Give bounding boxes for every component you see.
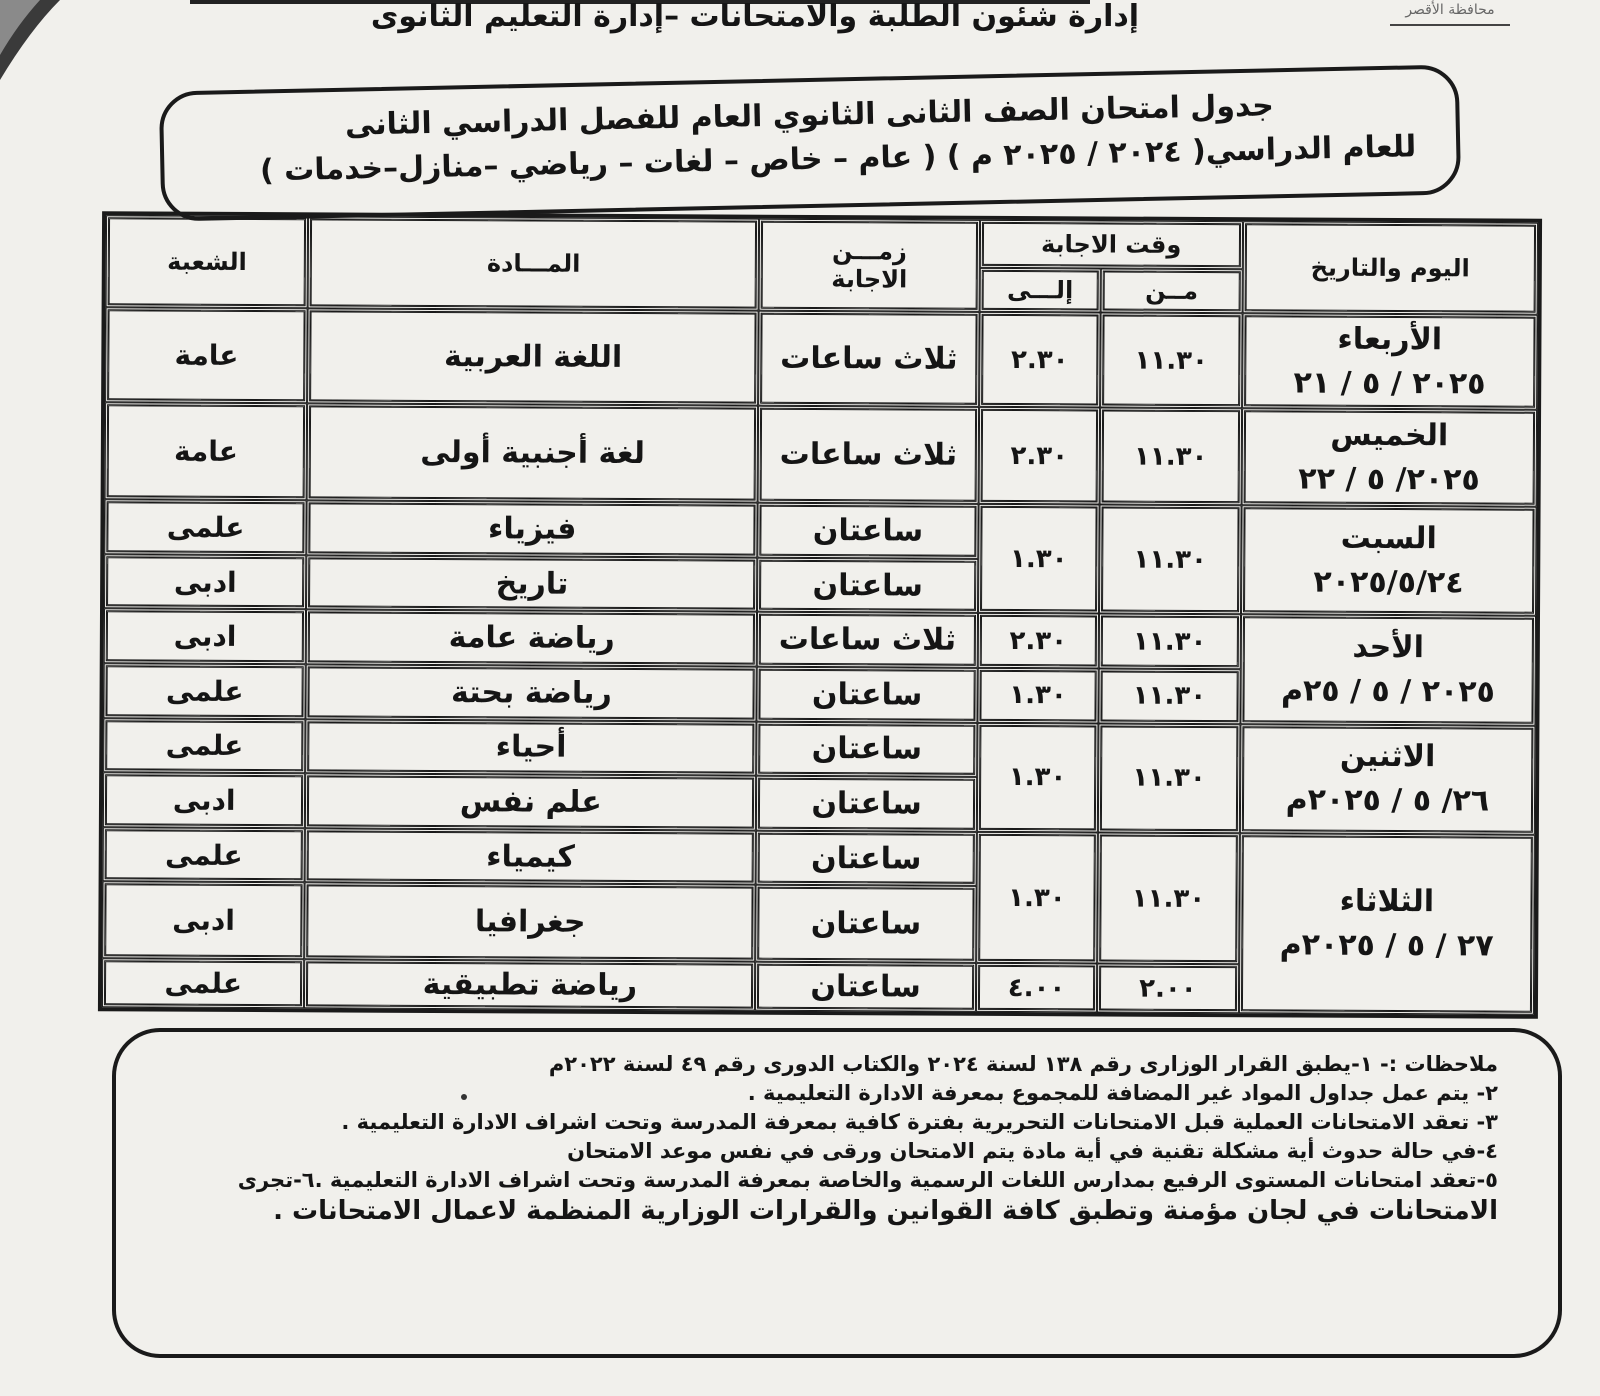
exam-date: ٢٧ / ٥ / ٢٠٢٥م [1279,927,1494,964]
time-to: ١.٣٠ [977,722,1099,832]
day-date-cell [1240,615,1536,726]
subject: اللغة العربية [307,308,759,405]
day-name: الخميس [1330,417,1449,453]
time-from: ١١.٣٠ [1099,668,1241,723]
note-3: ٣- تعقد الامتحانات العملية قبل الامتحانات التحريرية بفترة كافية بمعرفة المدرسة وتحت اشراف الادارة التعليمية . [341,1110,1498,1134]
subject: علم نفس [305,774,756,831]
branch: ادبى [102,882,305,960]
table-row [104,609,1536,671]
duration: ثلاث ساعات [757,612,978,668]
branch: ادبى [103,772,306,828]
duration: ساعتان [756,885,977,963]
duration: ثلاث ساعات [758,406,979,504]
header-to: إلـــى [979,268,1101,313]
subject: كيمياء [305,828,756,885]
day-date-cell [1241,505,1537,616]
exam-date: ٢٠٢٥/٥/٢٤ [1313,564,1464,601]
time-to: ٢.٣٠ [978,613,1100,668]
day-date-cell [1242,313,1538,410]
day-name: الاثنين [1339,738,1436,775]
note-6: الامتحانات في لجان مؤمنة وتطبق كافة القوانين والقرارات الوزارية المنظمة لاعمال الامتحانات . [273,1196,1498,1226]
table-row [104,499,1536,561]
subject: فيزياء [307,500,758,557]
day-date-cell [1240,724,1536,835]
exam-date: ٢٠٢٥ / ٥ / ٢١ [1293,365,1486,402]
duration: ساعتان [755,962,976,1012]
title-year-types: للعام الدراسي( ٢٠٢٤ / ٢٠٢٥ م ) ( عام – خاص – لغات – رياضي –منازل–خدمات ) [259,129,1417,189]
note-1: ملاحظات :- ١-يطبق القرار الوزارى رقم ١٣٨ لسنة ٢٠٢٤ والكتاب الدورى رقم ٤٩ لسنة ٢٠٢٢م [548,1052,1498,1076]
day-name: الثلاثاء [1339,883,1435,920]
day-date-cell [1241,408,1537,507]
department-header: إدارة شئون الطلبة والامتحانات –إدارة التعليم الثانوى [370,0,1140,34]
duration: ساعتان [756,776,977,832]
note-2: ٢- يتم عمل جداول المواد غير المضافة للمجموع بمعرفة الادارة التعليمية . [747,1081,1498,1105]
duration: ساعتان [758,503,979,559]
exam-date: ٢٠٢٥/ ٥ / ٢٢ [1298,461,1480,498]
title-box [159,64,1461,221]
time-to: ٢.٣٠ [979,312,1101,408]
subject: رياضة بحتة [306,664,757,721]
header-branch: الشعبة [106,215,309,308]
page-curl-shadow [0,0,70,90]
subject: تاريخ [306,555,757,612]
table-row [105,307,1537,410]
exam-date: ٢٦/ ٥ / ٢٠٢٥م [1285,782,1490,819]
header-day-date: اليوم والتاريخ [1242,221,1538,315]
time-from: ١١.٣٠ [1100,312,1242,408]
time-from: ١١.٣٠ [1099,505,1241,615]
time-to: ٢.٣٠ [978,407,1100,505]
time-to: ١.٣٠ [978,504,1100,614]
subject: رياضة تطبيقية [304,960,755,1011]
header-duration [759,219,980,312]
subject: لغة أجنبية أولى [307,403,759,502]
day-name: الأربعاء [1337,321,1443,357]
notes-box [112,1028,1562,1358]
title-main: جدول امتحان الصف الثانى الثانوي العام للفصل الدراسي الثانى [344,88,1275,143]
duration: ساعتان [757,667,978,723]
time-to: ١.٣٠ [977,668,1099,723]
ink-dot [461,1094,467,1100]
table-row [103,718,1535,780]
day-name: الأحد [1352,629,1425,666]
subject: جغرافيا [304,883,755,962]
header-duration-line2: الاجابة [831,265,908,294]
time-from: ٢.٠٠ [1097,964,1239,1013]
branch: علمى [103,663,306,719]
subject: أحياء [305,719,756,776]
branch: ادبى [104,609,307,665]
time-from: ١١.٣٠ [1097,832,1239,964]
branch: عامة [105,402,308,500]
branch: علمى [103,827,306,883]
day-name: السبت [1340,520,1437,557]
branch: علمى [103,718,306,774]
governorate-logo-text: محافظة الأقصر [1390,2,1510,26]
day-date-cell [1239,833,1535,1015]
branch: علمى [104,499,307,555]
duration: ساعتان [757,557,978,613]
time-to: ١.٣٠ [976,832,1098,964]
header-duration-line1: زمـــن [831,237,907,266]
exam-schedule-table [98,211,1542,1019]
header-subject: المـــادة [308,216,760,310]
header-from: مــن [1101,268,1243,313]
branch: عامة [105,307,308,403]
table-row [103,827,1535,889]
time-from: ١١.٣٠ [1098,723,1240,833]
duration: ساعتان [756,831,977,887]
time-to: ٤.٠٠ [976,963,1098,1012]
exam-date: ٢٠٢٥ / ٥ / ٢٥م [1280,673,1495,710]
subject: رياضة عامة [306,610,757,667]
time-from: ١١.٣٠ [1100,408,1242,506]
duration: ثلاث ساعات [758,311,979,407]
duration: ساعتان [756,721,977,777]
time-from: ١١.٣٠ [1099,614,1241,669]
header-answer-time: وقت الاجابة [980,220,1243,269]
note-4: ٤-في حالة حدوث أية مشكلة تقنية في أية مادة يتم الامتحان ورقى في نفس موعد الامتحان [567,1139,1498,1163]
branch: ادبى [104,554,307,610]
table-row [105,402,1537,507]
note-5: ٥-تعقد امتحانات المستوى الرفيع بمدارس اللغات الرسمية والخاصة بمعرفة المدرسة وتحت اشراف الادارة التعليمية .٦-تجرى [237,1168,1498,1192]
branch: علمى [102,959,305,1009]
